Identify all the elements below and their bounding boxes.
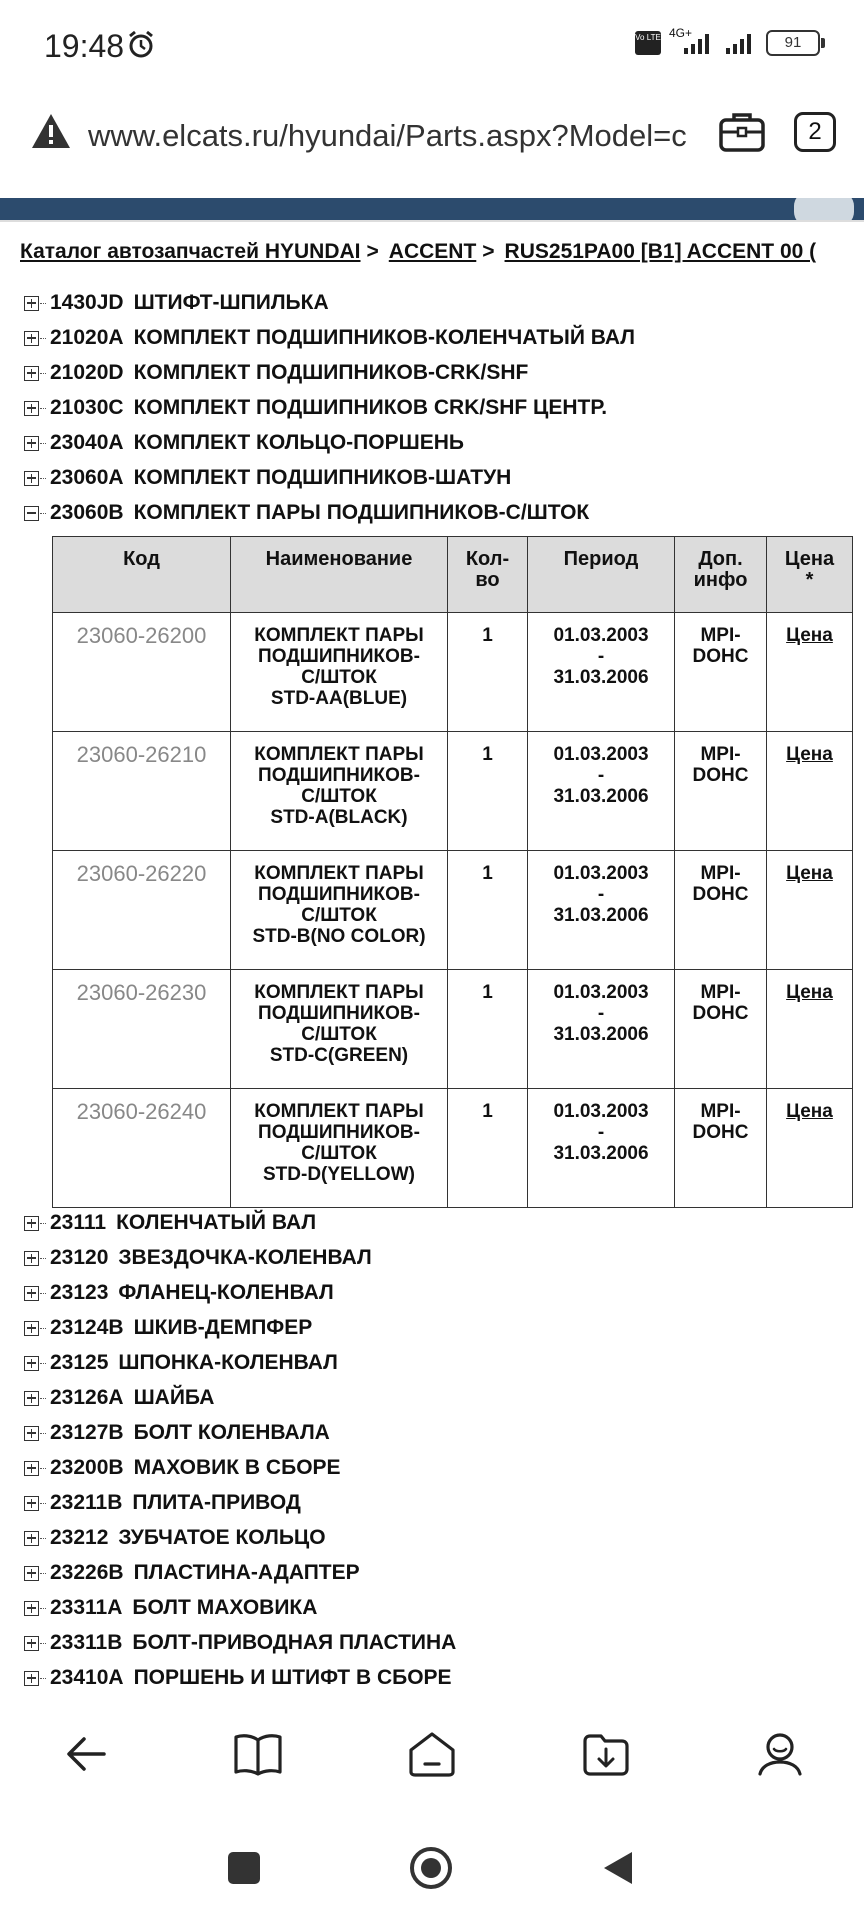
expand-icon[interactable] xyxy=(24,1496,39,1511)
expand-icon[interactable] xyxy=(24,331,39,346)
part-price xyxy=(767,970,853,1089)
part-info: MPI- DOHC xyxy=(675,970,767,1089)
expand-icon[interactable] xyxy=(24,1391,39,1406)
part-code: 23060-26200 xyxy=(53,613,231,732)
expand-icon[interactable] xyxy=(24,1636,39,1651)
expand-icon[interactable] xyxy=(24,1601,39,1616)
part-qty: 1 xyxy=(448,1089,528,1208)
tree-item[interactable]: 23127B БОЛТ КОЛЕНВАЛА xyxy=(24,1418,330,1448)
tree-item[interactable]: 23125 ШПОНКА-КОЛЕНВАЛ xyxy=(24,1348,338,1378)
part-info: MPI- DOHC xyxy=(675,1089,767,1208)
price-link[interactable]: Цена xyxy=(786,863,833,884)
part-price xyxy=(767,851,853,970)
collapse-icon[interactable] xyxy=(24,506,39,521)
expand-icon[interactable] xyxy=(24,1461,39,1476)
status-bar xyxy=(0,0,864,96)
price-link[interactable]: Цена xyxy=(786,982,833,1003)
part-code: 23060-26220 xyxy=(53,851,231,970)
part-name: КОМПЛЕКТ ПАРЫ ПОДШИПНИКОВ- С/ШТОК STD-AA(BLUE) xyxy=(231,613,448,732)
part-price xyxy=(767,1089,853,1208)
expand-icon[interactable] xyxy=(24,436,39,451)
reader-icon[interactable] xyxy=(230,1726,286,1782)
part-qty: 1 xyxy=(448,970,528,1089)
parts-table xyxy=(52,536,853,1208)
table-row xyxy=(53,851,853,970)
toolbox-icon[interactable] xyxy=(718,110,766,159)
expand-icon[interactable] xyxy=(24,1671,39,1686)
system-nav-bar xyxy=(0,1810,864,1920)
tree-item[interactable]: 21020D КОМПЛЕКТ ПОДШИПНИКОВ-CRK/SHF xyxy=(24,358,528,388)
header-price: Цена * xyxy=(767,537,853,613)
network-type: 4G+ xyxy=(668,26,692,40)
part-price xyxy=(767,732,853,851)
tree-item[interactable]: 23124B ШКИВ-ДЕМПФЕР xyxy=(24,1313,312,1343)
price-link[interactable]: Цена xyxy=(786,744,833,765)
home-icon[interactable] xyxy=(404,1726,460,1782)
breadcrumb-link-catalog[interactable]: Каталог автозапчастей HYUNDAI xyxy=(20,240,361,263)
price-link[interactable]: Цена xyxy=(786,625,833,646)
part-name: КОМПЛЕКТ ПАРЫ ПОДШИПНИКОВ- С/ШТОК STD-B(NO COLOR) xyxy=(231,851,448,970)
tree-item[interactable]: 21020A КОМПЛЕКТ ПОДШИПНИКОВ-КОЛЕНЧАТЫЙ ВАЛ xyxy=(24,323,635,353)
expand-icon[interactable] xyxy=(24,401,39,416)
tree-item[interactable]: 23211B ПЛИТА-ПРИВОД xyxy=(24,1488,301,1518)
tree-item[interactable]: 23060A КОМПЛЕКТ ПОДШИПНИКОВ-ШАТУН xyxy=(24,463,511,493)
alarm-icon xyxy=(126,30,156,65)
expand-icon[interactable] xyxy=(24,1251,39,1266)
expand-icon[interactable] xyxy=(24,296,39,311)
profile-icon[interactable] xyxy=(752,1726,808,1782)
part-period: 01.03.2003 - 31.03.2006 xyxy=(528,970,675,1089)
part-code: 23060-26230 xyxy=(53,970,231,1089)
volte-icon: Vo LTE xyxy=(635,31,661,55)
table-row xyxy=(53,732,853,851)
part-qty: 1 xyxy=(448,851,528,970)
recents-icon[interactable] xyxy=(228,1852,260,1884)
part-code: 23060-26240 xyxy=(53,1089,231,1208)
header-name: Наименование xyxy=(231,537,448,613)
part-period: 01.03.2003 - 31.03.2006 xyxy=(528,851,675,970)
warning-icon[interactable] xyxy=(30,112,72,155)
expand-icon[interactable] xyxy=(24,1216,39,1231)
table-row xyxy=(53,1089,853,1208)
part-info: MPI- DOHC xyxy=(675,851,767,970)
header-code: Код xyxy=(53,537,231,613)
expand-icon[interactable] xyxy=(24,1286,39,1301)
status-time: 19:48 xyxy=(44,28,125,64)
header-period: Период xyxy=(528,537,675,613)
part-info: MPI- DOHC xyxy=(675,732,767,851)
expand-icon[interactable] xyxy=(24,1321,39,1336)
tree-item[interactable]: 23126A ШАЙБА xyxy=(24,1383,214,1413)
table-row xyxy=(53,613,853,732)
part-price xyxy=(767,613,853,732)
part-period: 01.03.2003 - 31.03.2006 xyxy=(528,732,675,851)
downloads-icon[interactable] xyxy=(578,1726,634,1782)
tree-item[interactable]: 23111 КОЛЕНЧАТЫЙ ВАЛ xyxy=(24,1208,316,1238)
price-link[interactable]: Цена xyxy=(786,1101,833,1122)
expand-icon[interactable] xyxy=(24,1531,39,1546)
tree-item[interactable]: 1430JD ШТИФТ-ШПИЛЬКА xyxy=(24,288,329,318)
signal-icon-2 xyxy=(724,30,758,56)
part-period: 01.03.2003 - 31.03.2006 xyxy=(528,1089,675,1208)
tree-item[interactable]: 23212 ЗУБЧАТОЕ КОЛЬЦО xyxy=(24,1523,326,1553)
tree-item[interactable]: 23311B БОЛТ-ПРИВОДНАЯ ПЛАСТИНА xyxy=(24,1628,456,1658)
system-back-icon[interactable] xyxy=(602,1850,634,1891)
expand-icon[interactable] xyxy=(24,1566,39,1581)
part-qty: 1 xyxy=(448,732,528,851)
tree-item[interactable]: 23226B ПЛАСТИНА-АДАПТЕР xyxy=(24,1558,360,1588)
site-banner xyxy=(0,198,864,220)
part-period: 01.03.2003 - 31.03.2006 xyxy=(528,613,675,732)
part-name: КОМПЛЕКТ ПАРЫ ПОДШИПНИКОВ- С/ШТОК STD-A(BLACK) xyxy=(231,732,448,851)
breadcrumb-link-model[interactable]: ACCENT xyxy=(388,240,477,263)
tabs-count-button[interactable]: 2 xyxy=(794,112,836,152)
battery-icon: 91 xyxy=(766,30,820,56)
tree-item[interactable]: 23200B МАХОВИК В СБОРЕ xyxy=(24,1453,341,1483)
tree-item-expanded[interactable]: 23060B КОМПЛЕКТ ПАРЫ ПОДШИПНИКОВ-С/ШТОК xyxy=(24,498,589,528)
part-code: 23060-26210 xyxy=(53,732,231,851)
header-info: Доп. инфо xyxy=(675,537,767,613)
table-header-row xyxy=(53,537,853,613)
expand-icon[interactable] xyxy=(24,366,39,381)
tree-item[interactable]: 23123 ФЛАНЕЦ-КОЛЕНВАЛ xyxy=(24,1278,334,1308)
url-text[interactable]: www.elcats.ru/hyundai/Parts.aspx?Model=c xyxy=(88,118,687,153)
tree-item[interactable]: 21030C КОМПЛЕКТ ПОДШИПНИКОВ CRK/SHF ЦЕНТР. xyxy=(24,393,607,423)
tree-item[interactable]: 23040A КОМПЛЕКТ КОЛЬЦО-ПОРШЕНЬ xyxy=(24,428,464,458)
part-name: КОМПЛЕКТ ПАРЫ ПОДШИПНИКОВ- С/ШТОК STD-D(YELLOW) xyxy=(231,1089,448,1208)
breadcrumb-link-variant[interactable]: RUS251PA00 [B1] ACCENT 00 ( xyxy=(504,240,817,263)
part-name: КОМПЛЕКТ ПАРЫ ПОДШИПНИКОВ- С/ШТОК STD-C(GREEN) xyxy=(231,970,448,1089)
expand-icon[interactable] xyxy=(24,471,39,486)
expand-icon[interactable] xyxy=(24,1356,39,1371)
breadcrumb: Каталог автозапчастей HYUNDAI > ACCENT > RUS251PA00 [B1] ACCENT 00 ( xyxy=(20,240,817,263)
part-qty: 1 xyxy=(448,613,528,732)
table-row xyxy=(53,970,853,1089)
tree-item[interactable]: 23311A БОЛТ МАХОВИКА xyxy=(24,1593,317,1623)
expand-icon[interactable] xyxy=(24,1426,39,1441)
home-circle-icon[interactable] xyxy=(410,1847,452,1889)
header-qty: Кол- во xyxy=(448,537,528,613)
tree-item[interactable]: 23120 ЗВЕЗДОЧКА-КОЛЕНВАЛ xyxy=(24,1243,372,1273)
back-icon[interactable] xyxy=(58,1726,114,1782)
browser-bottom-nav xyxy=(0,1700,864,1810)
part-info: MPI- DOHC xyxy=(675,613,767,732)
tree-item[interactable]: 23410A ПОРШЕНЬ И ШТИФТ В СБОРЕ xyxy=(24,1663,452,1693)
browser-address-bar[interactable] xyxy=(0,96,864,200)
